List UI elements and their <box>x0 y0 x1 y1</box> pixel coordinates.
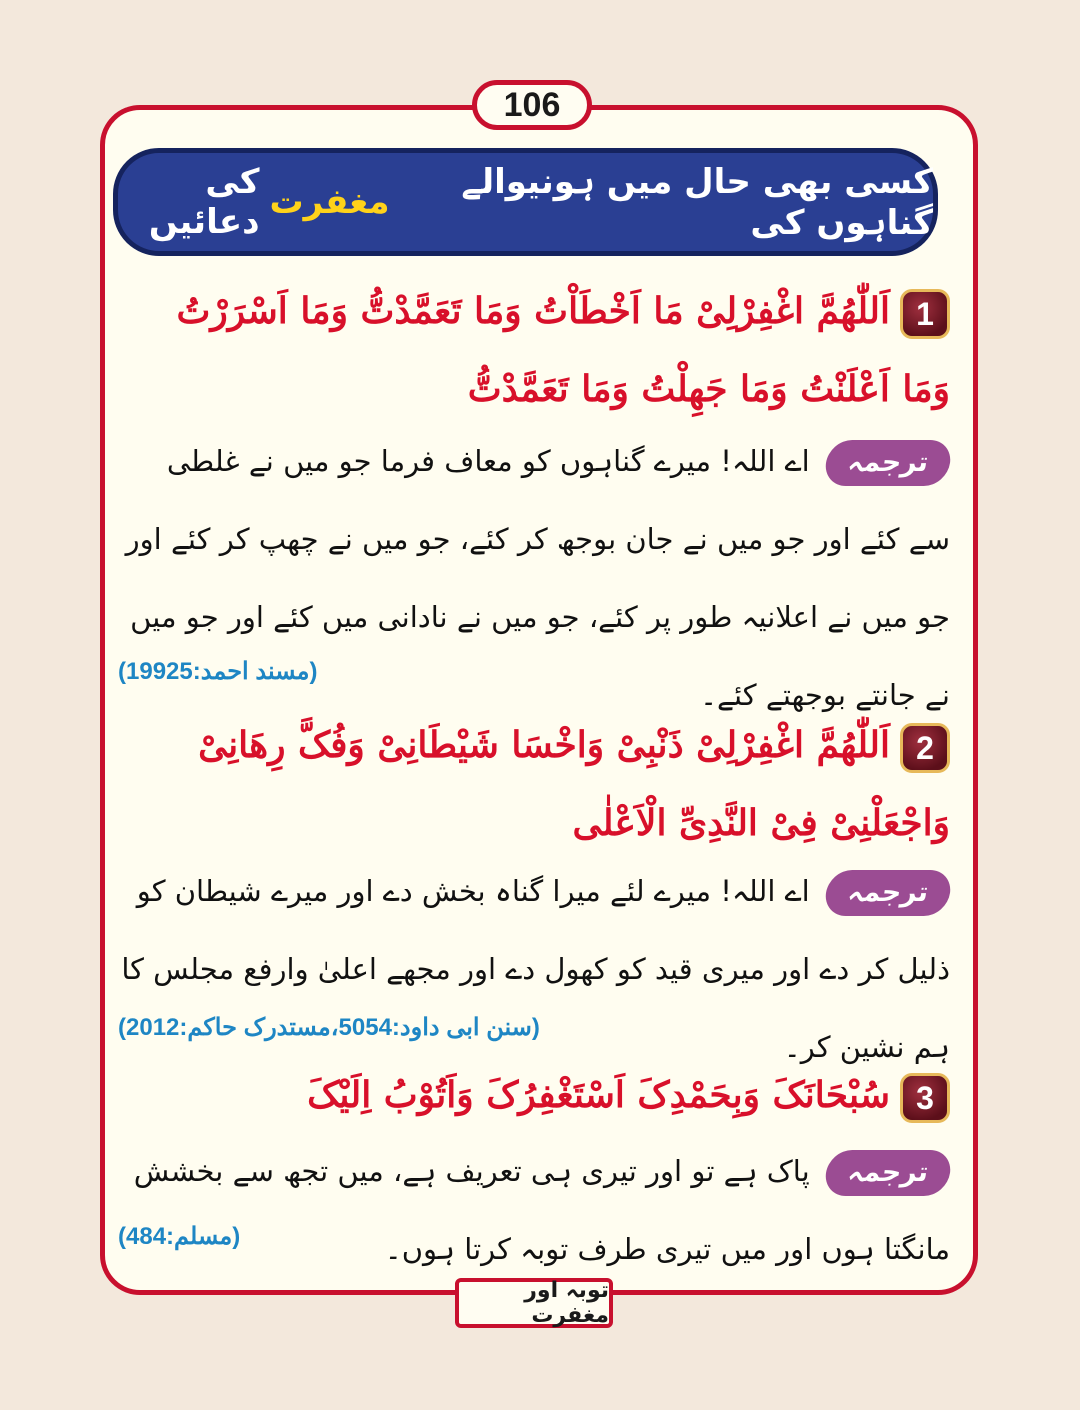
dua-3-arabic <box>120 1056 950 1134</box>
dua-1-number-badge: 1 <box>900 289 950 339</box>
title-text-before: کسی بھی حال میں ہونیوالے گناہوں کی <box>461 162 933 243</box>
dua-3-translation-text: پاک ہے تو اور تیری ہی تعریف ہے، میں تجھ سے بخشش مانگتا ہوں اور میں تیری طرف توبہ کرتا ہوں۔ <box>133 1154 950 1266</box>
page-title <box>113 148 938 256</box>
footer-book-title: توبہ اور مغفرت <box>455 1278 613 1328</box>
title-text-after: کی دعائیں <box>148 162 260 242</box>
dua-3-reference: (مسلم:484) <box>118 1223 241 1250</box>
dua-2-arabic-text: اَللّٰھُمَّ اغْفِرْلِیْ ذَنْبِیْ وَاخْسَا شَیْطَانِیْ وَفُکَّ رِھَانِیْ وَاجْعَلْنِیْ فِیْ النَّدِیِّ الْاَعْلٰی <box>198 724 950 844</box>
dua-2-translation-text: اے اللہ! میرے لئے میرا گناہ بخش دے اور میرے شیطان کو ذلیل کر دے اور میری قید کو کھول دے اور مجھے اعلیٰ وارفع مجلس کا ہم نشین کر۔ <box>121 874 950 1064</box>
dua-3-translation <box>120 1132 950 1288</box>
title-highlight: مغفرت <box>269 182 390 222</box>
page-number: 106 <box>472 80 592 130</box>
dua-1-translation <box>120 422 950 734</box>
dua-2-translation <box>120 852 950 1086</box>
dua-1-reference: (مسند احمد:19925) <box>118 658 318 685</box>
dua-3-arabic-text: سُبْحَانَکَ وَبِحَمْدِکَ اَسْتَغْفِرُکَ وَاَتُوْبُ اِلَیْکَ <box>307 1074 890 1116</box>
dua-3-number-badge: 3 <box>900 1073 950 1123</box>
dua-3-translation-label: ترجمہ <box>822 1150 953 1196</box>
dua-2-reference: (سنن ابی داود:5054،مستدرک حاکم:2012) <box>118 1014 540 1041</box>
dua-1-arabic <box>120 272 950 428</box>
dua-2-number-badge: 2 <box>900 723 950 773</box>
dua-2-arabic <box>120 706 950 862</box>
dua-1-translation-label: ترجمہ <box>822 440 953 486</box>
dua-2-translation-label: ترجمہ <box>822 870 953 916</box>
dua-1-arabic-text: اَللّٰھُمَّ اغْفِرْلِیْ مَا اَخْطَاْتُ وَمَا تَعَمَّدْتُّ وَمَا اَسْرَرْتُ وَمَا اَعْلَنْتُ وَمَا جَھِلْتُ وَمَا تَعَمَّدْتُّ <box>176 290 950 410</box>
dua-1-translation-text: اے اللہ! میرے گناہوں کو معاف فرما جو میں نے غلطی سے کئے اور جو میں نے جان بوجھ کر کئے، جو میں نے چھپ کر کئے اور جو میں نے اعلانیہ طور پر کئے، جو میں نے نادانی میں کئے اور جو میں نے جانتے بوجھتے کئے۔ <box>125 444 950 712</box>
